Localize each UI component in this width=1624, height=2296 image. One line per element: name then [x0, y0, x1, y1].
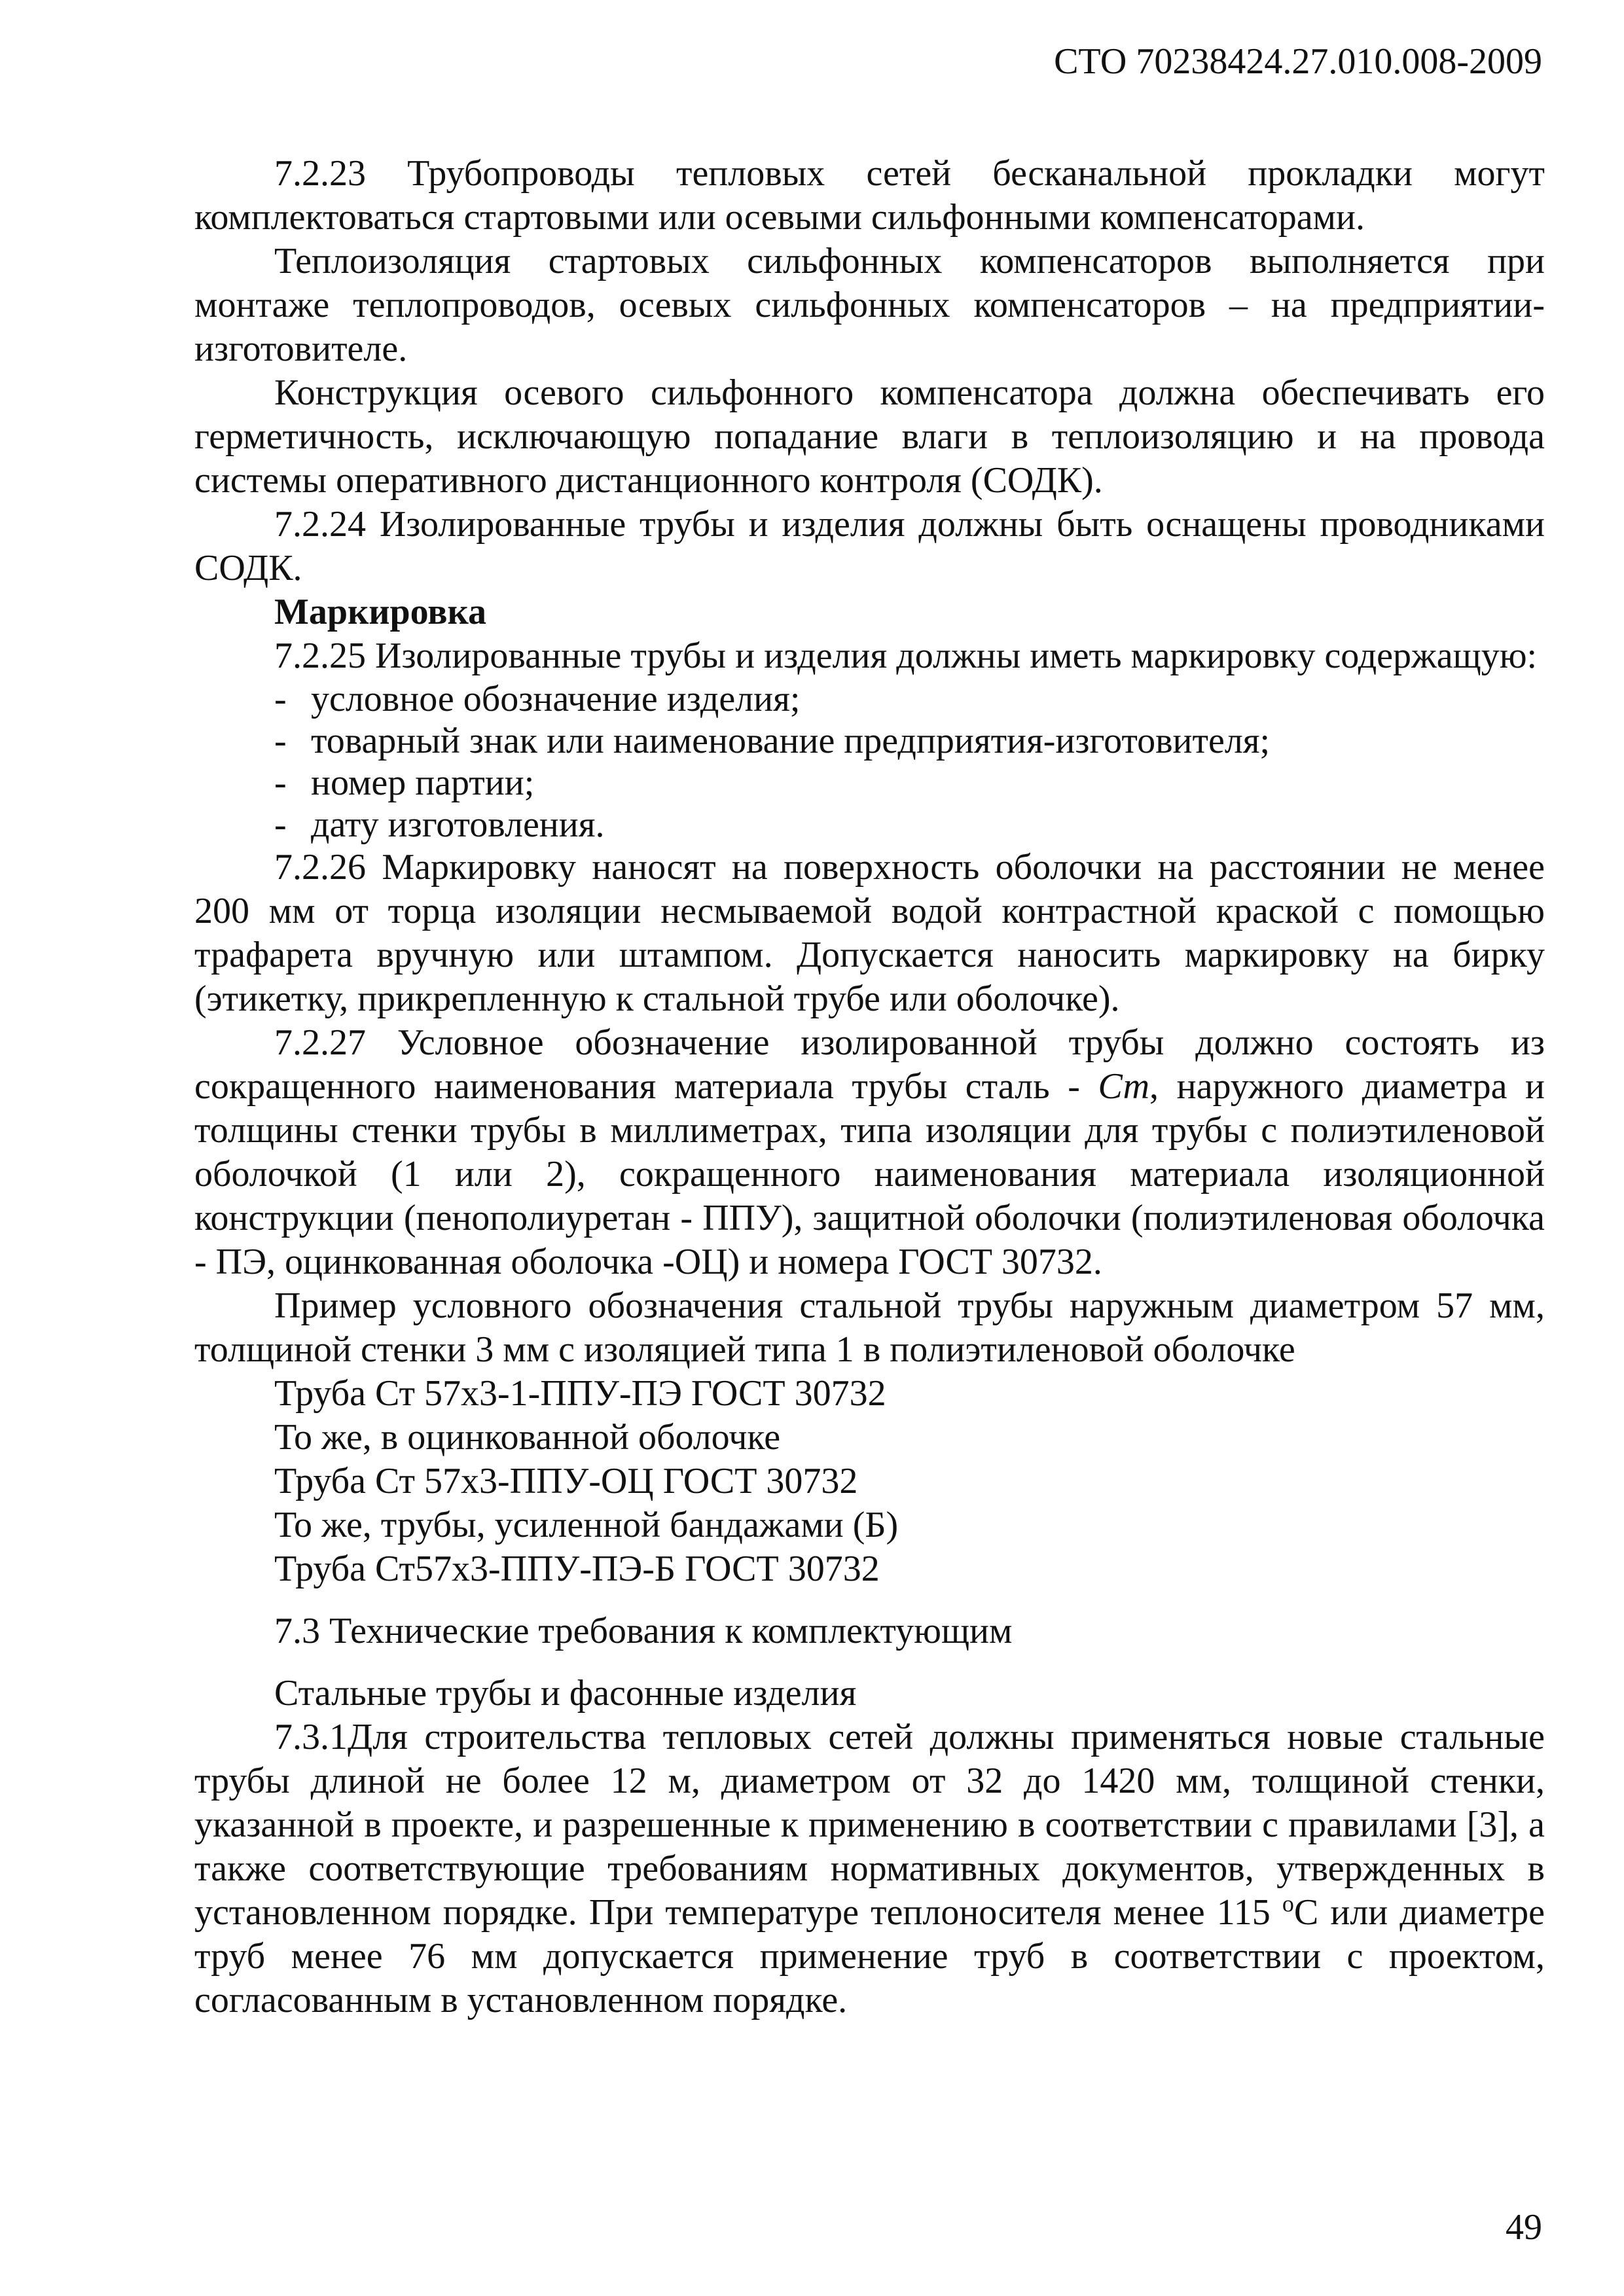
list-item — [194, 720, 1545, 762]
list-dash: - — [274, 804, 287, 845]
list-item-text: условное обозначение изделия; — [311, 679, 801, 719]
paragraph-7-2-24: 7.2.24 Изолированные трубы и изделия должны быть оснащены проводниками СОДК. — [194, 504, 1545, 588]
section-7-3-title: 7.3 Технические требования к комплектующим — [274, 1611, 1013, 1651]
paragraph-7-3-1-part1: 7.3.1Для строительства тепловых сетей должны применяться новые стальные трубы длиной не более 12 м, диаметром от 32 до 1420 мм, толщиной стенки, указанной в проекте, и разрешенные к применению в соответствии с правилами [3], а также соответствующие требованиям нормативных документов, утвержденных в установленном порядке. При температуре теплоносителя менее 115 — [194, 1717, 1545, 1933]
heading-marking: Маркировка — [274, 592, 486, 632]
paragraph-7-3-1-part2: С или диаметре труб менее 76 мм допускается применение труб в соответствии с проектом, согласованным в установленном порядке. — [194, 1892, 1545, 2020]
list-dash: - — [274, 721, 287, 761]
list-item — [194, 762, 1545, 804]
paragraph-compensator-design: Конструкция осевого сильфонного компенсатора должна обеспечивать его герметичность, исключающую попадание влаги в теплоизоляцию и на провода системы оперативного дистанционного контроля (СОДК). — [194, 372, 1545, 501]
paragraph-7-2-25: 7.2.25 Изолированные трубы и изделия должны иметь маркировку содержащую: — [274, 636, 1538, 676]
example-designation-1: Труба Ст 57х3-1-ППУ-ПЭ ГОСТ 30732 — [274, 1373, 886, 1414]
paragraph-thermal-insulation: Теплоизоляция стартовых сильфонных компенсаторов выполняется при монтаже теплопроводов, осевых сильфонных компенсаторов – на предприятии-изготовителе. — [194, 241, 1545, 369]
marking-list — [194, 678, 1545, 846]
list-dash: - — [274, 762, 287, 803]
paragraph-7-2-27-part2: , наружного диаметра и толщины стенки трубы в миллиметрах, типа изоляции для трубы с полиэтиленовой оболочкой (1 или 2), сокращенного наименования материала изоляционной конструкции (пенополиуретан - ППУ), защитной оболочки (полиэтиленовая оболочка - ПЭ, оцинкованная оболочка -ОЦ) и номера ГОСТ 30732. — [194, 1066, 1545, 1282]
document-body — [194, 152, 1545, 2022]
list-item-text: дату изготовления. — [311, 804, 605, 845]
subsection-steel-pipes: Стальные трубы и фасонные изделия — [274, 1673, 857, 1713]
list-item-text: номер партии; — [311, 762, 535, 803]
example-note-2: То же, трубы, усиленной бандажами (Б) — [274, 1505, 899, 1545]
paragraph-7-2-26: 7.2.26 Маркировку наносят на поверхность оболочки на расстоянии не менее 200 мм от торца изоляции несмываемой водой контрастной краской с помощью трафарета вручную или штампом. Допускается наносить маркировку на бирку (этикетку, прикрепленную к стальной трубе или оболочке). — [194, 847, 1545, 1019]
list-item — [194, 678, 1545, 720]
paragraph-7-2-23: 7.2.23 Трубопроводы тепловых сетей бесканальной прокладки могут комплектоваться стартовыми или осевыми сильфонными компенсаторами. — [194, 153, 1545, 238]
example-designation-3: Труба Ст57х3-ППУ-ПЭ-Б ГОСТ 30732 — [274, 1549, 880, 1589]
list-item — [194, 804, 1545, 846]
example-designation-2: Труба Ст 57х3-ППУ-ОЦ ГОСТ 30732 — [274, 1461, 858, 1501]
paragraph-7-3-1 — [194, 1715, 1545, 2022]
document-code-header: СТО 70238424.27.010.008-2009 — [1054, 41, 1542, 82]
paragraph-7-2-27-part1: 7.2.27 Условное обозначение изолированной трубы должно состоять из сокращенного наименования материала трубы сталь - — [194, 1022, 1545, 1107]
example-note-1: То же, в оцинкованной оболочке — [274, 1417, 781, 1458]
page-number: 49 — [1506, 2207, 1542, 2248]
paragraph-7-2-27 — [194, 1021, 1545, 1284]
list-item-text: товарный знак или наименование предприятия-изготовителя; — [311, 721, 1271, 761]
paragraph-example-intro: Пример условного обозначения стальной трубы наружным диаметром 57 мм, толщиной стенки 3 мм с изоляцией типа 1 в полиэтиленовой оболочке — [194, 1285, 1545, 1370]
degree-mark: о — [1282, 1890, 1294, 1917]
steel-abbrev: Ст — [1098, 1066, 1150, 1107]
list-dash: - — [274, 679, 287, 719]
